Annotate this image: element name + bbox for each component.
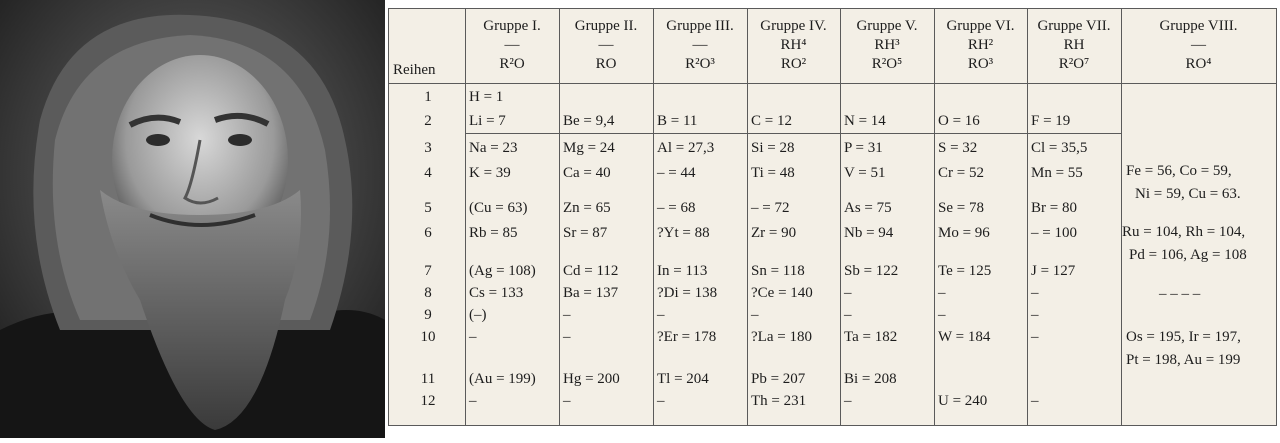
row-number: 6	[424, 225, 432, 241]
row-divider	[559, 133, 1121, 134]
element-cell: –	[938, 285, 946, 301]
row-divider	[465, 133, 559, 134]
row-number: 9	[424, 307, 432, 323]
element-cell: (–)	[469, 307, 487, 323]
element-cell: Bi = 208	[844, 371, 897, 387]
element-cell: Cl = 35,5	[1031, 140, 1088, 156]
element-cell: (Au = 199)	[469, 371, 536, 387]
group-oxide: RO³	[967, 56, 994, 72]
portrait-illustration	[0, 0, 385, 438]
element-cell: H = 1	[469, 89, 504, 105]
element-cell: Cd = 112	[563, 263, 619, 279]
element-cell: ?Er = 178	[657, 329, 717, 345]
group-hydride: RH	[1063, 37, 1085, 53]
group-title: Gruppe V.	[856, 18, 918, 34]
group-header-6	[934, 9, 1027, 83]
element-cell: Sb = 122	[844, 263, 899, 279]
element-cell: Cs = 133	[469, 285, 524, 301]
group8-entry: Ni = 59, Cu = 63.	[1135, 186, 1241, 202]
periodic-table	[388, 8, 1277, 426]
group-title: Gruppe VIII.	[1159, 18, 1238, 34]
group-header-5	[840, 9, 934, 83]
element-cell: Hg = 200	[563, 371, 620, 387]
group-hydride: RH³	[874, 37, 900, 53]
group-oxide: RO⁴	[1185, 56, 1212, 72]
row-number: 7	[424, 263, 432, 279]
element-cell: Cr = 52	[938, 165, 984, 181]
group-header-3	[653, 9, 747, 83]
group-oxide: R²O	[499, 56, 525, 72]
element-cell: Br = 80	[1031, 200, 1077, 216]
element-cell: –	[844, 307, 852, 323]
element-cell: P = 31	[844, 140, 883, 156]
group-dash: —	[598, 37, 614, 53]
element-cell: –	[1031, 393, 1039, 409]
element-cell: Zn = 65	[563, 200, 611, 216]
element-cell: Sr = 87	[563, 225, 608, 241]
element-cell: Sn = 118	[751, 263, 805, 279]
element-cell: Mo = 96	[938, 225, 990, 241]
element-cell: –	[1031, 329, 1039, 345]
element-cell: Si = 28	[751, 140, 795, 156]
group8-entry: – – – –	[1159, 286, 1201, 302]
element-cell: –	[1031, 307, 1039, 323]
element-cell: – = 100	[1031, 225, 1077, 241]
group-header-1	[465, 9, 559, 83]
element-cell: (Ag = 108)	[469, 263, 536, 279]
element-cell: ?Yt = 88	[657, 225, 710, 241]
element-cell: Ta = 182	[844, 329, 898, 345]
element-cell: ?Di = 138	[657, 285, 718, 301]
element-cell: U = 240	[938, 393, 988, 409]
element-cell: As = 75	[844, 200, 892, 216]
element-cell: Rb = 85	[469, 225, 518, 241]
group-title: Gruppe VI.	[946, 18, 1015, 34]
group8-entry: Fe = 56, Co = 59,	[1126, 163, 1232, 179]
element-cell: –	[751, 307, 759, 323]
element-cell: ?La = 180	[751, 329, 812, 345]
element-cell: J = 127	[1031, 263, 1076, 279]
element-cell: S = 32	[938, 140, 978, 156]
group8-entry: Ru = 104, Rh = 104,	[1122, 224, 1246, 240]
element-cell: Ti = 48	[751, 165, 795, 181]
element-cell: – = 44	[657, 165, 696, 181]
group-title: Gruppe II.	[574, 18, 638, 34]
group-dash: —	[692, 37, 708, 53]
group-header-7	[1027, 9, 1121, 83]
group-title: Gruppe VII.	[1037, 18, 1111, 34]
element-cell: C = 12	[751, 113, 792, 129]
row-number: 8	[424, 285, 432, 301]
element-cell: –	[657, 393, 665, 409]
element-cell: Nb = 94	[844, 225, 894, 241]
group-hydride: RH²	[967, 37, 994, 53]
element-cell: Mn = 55	[1031, 165, 1083, 181]
group-title: Gruppe III.	[666, 18, 734, 34]
group-oxide: RO²	[780, 56, 807, 72]
element-cell: –	[844, 285, 852, 301]
element-cell: ?Ce = 140	[751, 285, 813, 301]
element-cell: –	[563, 393, 571, 409]
element-cell: – = 72	[751, 200, 790, 216]
element-cell: –	[938, 307, 946, 323]
row-number: 1	[424, 89, 432, 105]
element-cell: V = 51	[844, 165, 886, 181]
row-number: 5	[424, 200, 432, 216]
group-title: Gruppe IV.	[760, 18, 827, 34]
row-number: 10	[420, 329, 436, 345]
element-cell: W = 184	[938, 329, 991, 345]
element-cell: N = 14	[844, 113, 886, 129]
group-header-4	[747, 9, 840, 83]
element-cell: Li = 7	[469, 113, 506, 129]
element-cell: In = 113	[657, 263, 708, 279]
group-dash: —	[504, 37, 520, 53]
group8-entry: Os = 195, Ir = 197,	[1126, 329, 1241, 345]
element-cell: –	[1031, 285, 1039, 301]
group-hydride: RH⁴	[780, 37, 807, 53]
row-number: 3	[424, 140, 432, 156]
element-cell: Na = 23	[469, 140, 518, 156]
element-cell: – = 68	[657, 200, 696, 216]
portrait-photo	[0, 0, 385, 438]
element-cell: Zr = 90	[751, 225, 797, 241]
group-oxide: RO	[595, 56, 617, 72]
element-cell: Th = 231	[751, 393, 807, 409]
group-title: Gruppe I.	[483, 18, 541, 34]
element-cell: Se = 78	[938, 200, 984, 216]
group-header-2	[559, 9, 653, 83]
element-cell: –	[469, 393, 477, 409]
element-cell: Mg = 24	[563, 140, 615, 156]
element-cell: Be = 9,4	[563, 113, 615, 129]
element-cell: –	[469, 329, 477, 345]
element-cell: –	[563, 307, 571, 323]
group8-entry: Pt = 198, Au = 199	[1126, 352, 1241, 368]
element-cell: Ba = 137	[563, 285, 619, 301]
element-cell: –	[563, 329, 571, 345]
group-header-8	[1121, 9, 1276, 83]
element-cell: Ca = 40	[563, 165, 611, 181]
element-cell: Tl = 204	[657, 371, 709, 387]
reihen-header: Reihen	[393, 62, 436, 78]
group8-entry: Pd = 106, Ag = 108	[1129, 247, 1247, 263]
row-number: 2	[424, 113, 432, 129]
group-oxide: R²O⁵	[871, 56, 903, 72]
row-number: 4	[424, 165, 432, 181]
group-oxide: R²O³	[685, 56, 715, 72]
group-dash: —	[1191, 37, 1206, 53]
row-number: 11	[420, 371, 436, 387]
element-cell: –	[844, 393, 852, 409]
element-cell: –	[657, 307, 665, 323]
element-cell: F = 19	[1031, 113, 1071, 129]
row-number: 12	[420, 393, 436, 409]
element-cell: Pb = 207	[751, 371, 806, 387]
group-oxide: R²O⁷	[1058, 56, 1090, 72]
header-divider	[389, 83, 1276, 84]
element-cell: Al = 27,3	[657, 140, 715, 156]
element-cell: O = 16	[938, 113, 980, 129]
element-cell: (Cu = 63)	[469, 200, 528, 216]
element-cell: K = 39	[469, 165, 511, 181]
element-cell: Te = 125	[938, 263, 992, 279]
element-cell: B = 11	[657, 113, 698, 129]
